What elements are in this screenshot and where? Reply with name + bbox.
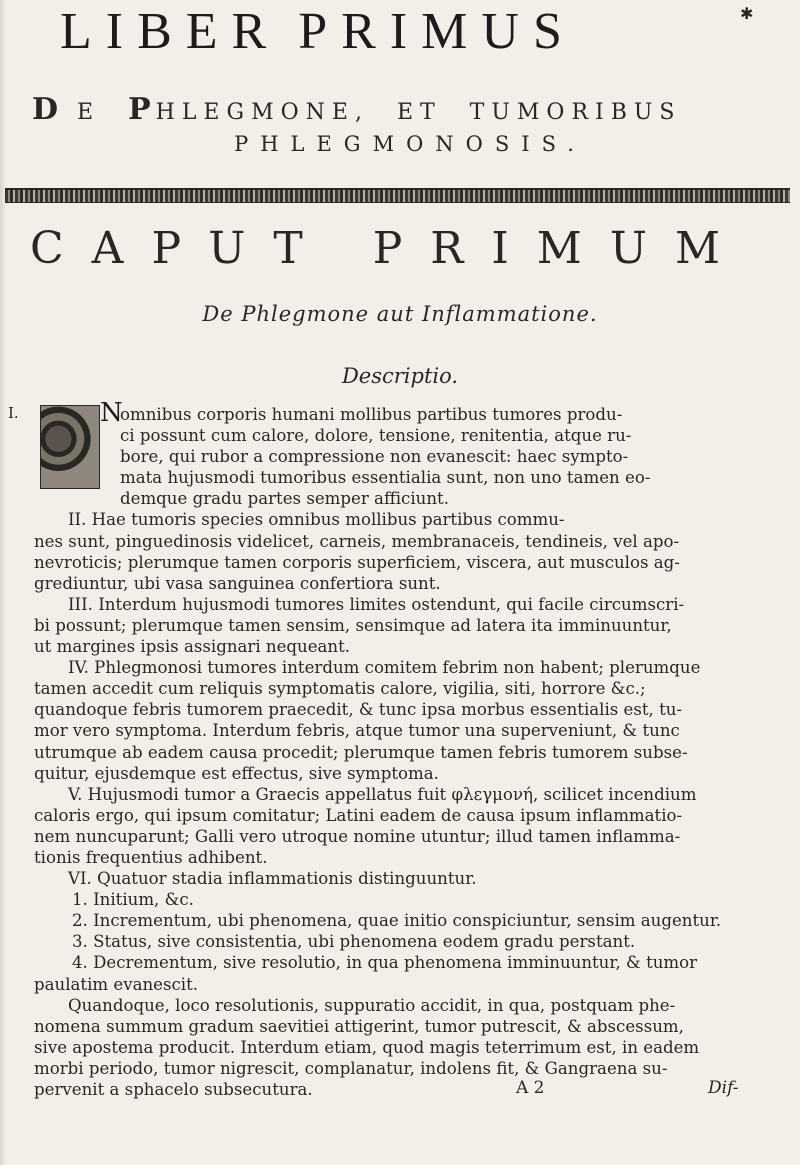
page-spine-shadow xyxy=(0,0,6,1165)
text-line: morbi periodo, tumor nigrescit, complanatur, indolens fit, & Gangraena su- xyxy=(34,1058,668,1078)
text-line: tamen accedit cum reliquis symptomatis calore, vigilia, siti, horrore &c.; xyxy=(34,679,646,699)
text-line: mata hujusmodi tumoribus essentialia sunt, non uno tamen eo- xyxy=(120,468,651,488)
text-line: bi possunt; plerumque tamen sensim, sensimque ad latera ita imminuuntur, xyxy=(34,615,672,635)
running-head-letter: U xyxy=(481,3,533,60)
text-line: quitur, ejusdemque est effectus, sive symptoma. xyxy=(34,763,439,783)
text-line: 3. Status, sive consistentia, ubi phenomena eodem gradu perstant. xyxy=(72,932,636,952)
body-text xyxy=(34,404,794,1100)
text-line: utrumque ab eadem causa procedit; plerumque tamen febris tumorem subse- xyxy=(34,742,688,762)
text-line: bore, qui rubor a compressione non evanescit: haec sympto- xyxy=(120,447,629,467)
ornamental-rule xyxy=(5,188,790,203)
text-line: nem nuncuparunt; Galli vero utroque nomine utuntur; illud tamen inflamma- xyxy=(34,826,681,846)
text-line: tionis frequentius adhibent. xyxy=(34,847,268,867)
text-line: II. Hae tumoris species omnibus mollibus partibus commu- xyxy=(68,510,565,530)
text-line: demque gradu partes semper afficiunt. xyxy=(120,489,449,509)
book-subtitle-line-2: PHLEGMONOSIS. xyxy=(234,132,586,156)
text-line: V. Hujusmodi tumor a Graecis appellatus fuit φλεγμονή, scilicet incendium xyxy=(68,784,697,804)
text-line: Quandoque, loco resolutionis, suppuratio accidit, in qua, postquam phe- xyxy=(68,995,676,1015)
text-line: omnibus corporis humani mollibus partibus tumores produ- xyxy=(120,405,623,424)
running-head-letter: L xyxy=(60,3,106,60)
book-subtitle-line-1: D E PHLEGMONE, ET TUMORIBUS xyxy=(32,92,682,127)
running-head xyxy=(60,2,800,82)
catchword: Dif- xyxy=(708,1078,739,1098)
chapter-title: De Phlegmone aut Inflammatione. xyxy=(202,302,598,326)
text-line: pervenit a sphacelo subsecutura. xyxy=(34,1080,313,1099)
running-head-letter: R xyxy=(341,3,390,60)
printer-mark-icon: ✱ xyxy=(740,4,754,23)
running-head-letter: I xyxy=(105,3,138,60)
running-head-letter: S xyxy=(532,3,576,60)
text-line: sive apostema producit. Interdum etiam, quod magis teterrimum est, in eadem xyxy=(34,1037,700,1057)
text-line: grediuntur, ubi vasa sanguinea confertiora sunt. xyxy=(34,573,441,593)
text-line: mor vero symptoma. Interdum febris, atque tumor una superveniunt, & tunc xyxy=(34,721,680,741)
running-head-letter: P xyxy=(298,3,342,60)
text-line: nomena summum gradum saevitiei attigerint, tumor putrescit, & abscessum, xyxy=(34,1016,684,1036)
dropcap-letter: N xyxy=(100,398,123,428)
text-line: 4. Decrementum, sive resolutio, in qua phenomena imminuuntur, & tumor xyxy=(72,953,698,973)
running-head-letter: R xyxy=(231,3,281,60)
text-line: VI. Quatuor stadia inflammationis distinguuntur. xyxy=(68,869,477,889)
margin-marker: I. xyxy=(8,404,19,422)
text-line: nevroticis; plerumque tamen corporis superficiem, viscera, aut musculos ag- xyxy=(34,552,680,572)
text-line: quandoque febris tumorem praecedit, & tunc ipsa morbus essentialis est, tu- xyxy=(34,700,683,720)
text-line: caloris ergo, qui ipsum comitatur; Latini eadem de causa ipsum inflammatio- xyxy=(34,805,683,825)
text-line: 2. Incrementum, ubi phenomena, quae initio conspiciuntur, sensim augentur. xyxy=(72,911,722,931)
text-line: ci possunt cum calore, dolore, tensione, renitentia, atque ru- xyxy=(120,426,632,446)
running-head-letter: E xyxy=(185,3,232,60)
text-line: nes sunt, pinguedinosis videlicet, carneis, membranaceis, tendineis, vel apo- xyxy=(34,531,680,551)
text-line: paulatim evanescit. xyxy=(34,974,199,994)
chapter-label: CAPUT PRIMUM xyxy=(30,223,748,274)
text-line: ut margines ipsis assignari nequeant. xyxy=(34,637,351,657)
text-line: III. Interdum hujusmodi tumores limites ostendunt, qui facile circumscri- xyxy=(68,594,685,614)
text-line: 1. Initium, &c. xyxy=(72,890,194,910)
section-heading: Descriptio. xyxy=(341,364,459,388)
signature-mark: A 2 xyxy=(516,1078,545,1098)
running-head-letter: I xyxy=(389,3,422,60)
text-line: IV. Phlegmonosi tumores interdum comitem febrim non habent; plerumque xyxy=(68,658,701,678)
running-head-letter: M xyxy=(421,3,482,60)
running-head-letter: B xyxy=(137,3,186,60)
